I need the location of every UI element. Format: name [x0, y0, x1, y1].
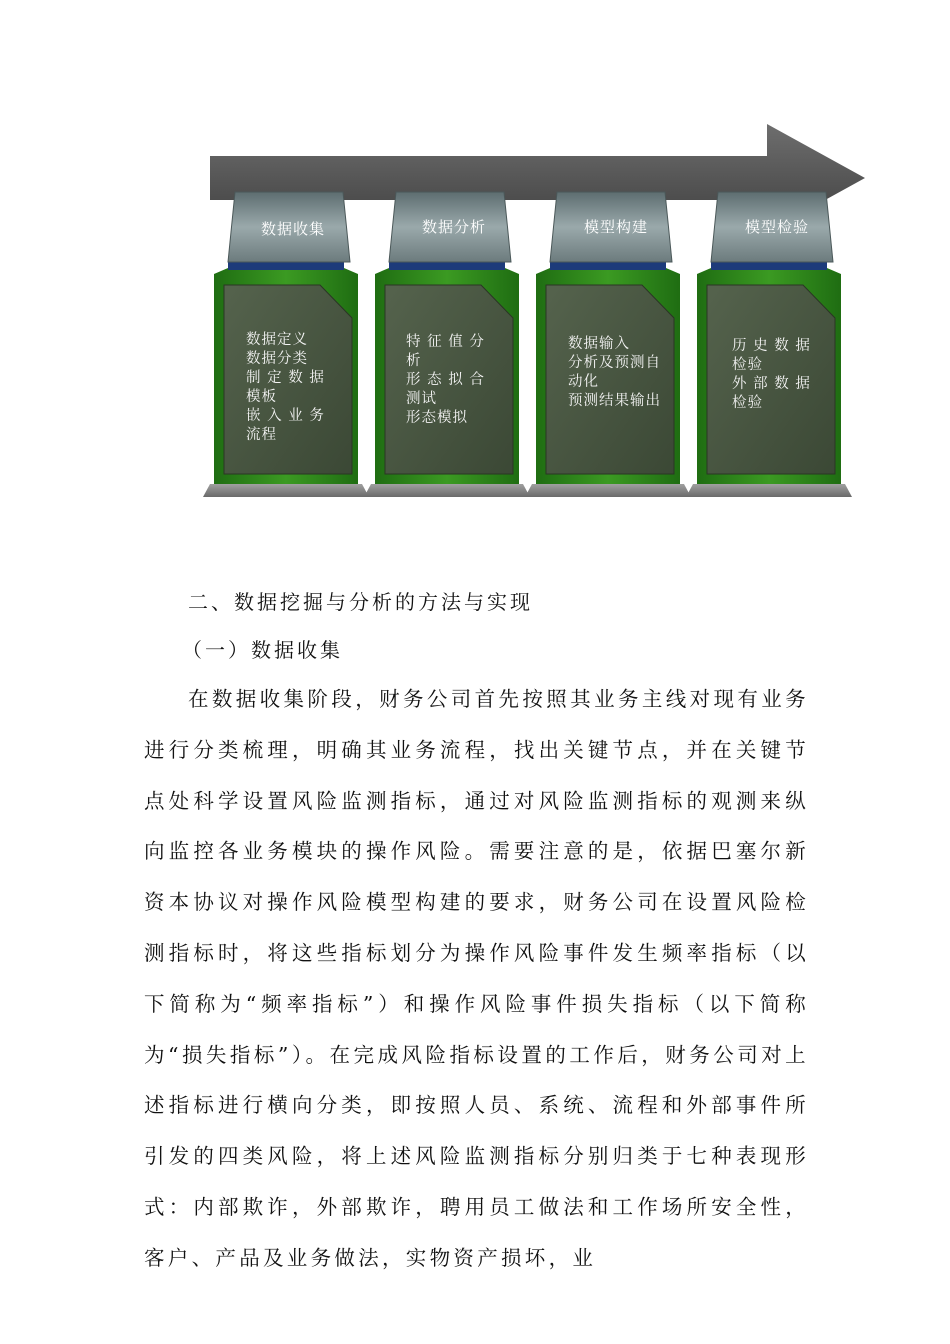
stage-3-title: 模型构建: [584, 218, 649, 236]
stage-4-base: [686, 484, 852, 497]
stage-1-item: 嵌 入 业 务: [246, 408, 325, 424]
stage-2-base: [364, 484, 530, 497]
stage-1-item: 模板: [246, 389, 277, 405]
stage-4: [686, 192, 852, 497]
subsection-heading: （一）数据收集: [182, 638, 343, 662]
stage-3: [525, 192, 691, 497]
stage-1-base: [203, 484, 369, 497]
stage-2-item: 形态模拟: [406, 410, 468, 426]
stage-1-item: 流程: [246, 427, 277, 443]
stage-4-item: 检验: [732, 357, 763, 373]
stage-2-item: 析: [406, 353, 422, 369]
stage-1-title: 数据收集: [261, 220, 326, 238]
stage-4-item: 检验: [732, 395, 763, 411]
stage-2-item: 形 态 拟 合: [406, 372, 485, 388]
stage-4-title: 模型检验: [745, 218, 810, 236]
stage-1-item: 数据分类: [246, 351, 308, 367]
stage-3-base: [525, 484, 691, 497]
stage-4-item: 历 史 数 据: [732, 338, 811, 354]
stage-1: [203, 192, 369, 497]
stage-4-item: 外 部 数 据: [732, 376, 811, 392]
stage-1-item: 数据定义: [246, 332, 308, 348]
stage-3-item: 动化: [568, 374, 599, 390]
stage-3-item: 分析及预测自: [568, 355, 661, 371]
stage-3-inner: [546, 285, 674, 474]
stage-3-item: 数据输入: [568, 336, 630, 352]
stage-3-item: 预测结果输出: [568, 393, 661, 409]
stage-2-item: 测试: [406, 391, 437, 407]
stage-1-item: 制 定 数 据: [246, 370, 325, 386]
stage-2-item: 特 征 值 分: [406, 334, 485, 350]
process-diagram: [0, 0, 950, 520]
body-paragraph: 在数据收集阶段，财务公司首先按照其业务主线对现有业务进行分类梳理，明确其业务流程，找出关键节点，并在关键节点处科学设置风险监测指标，通过对风险监测指标的观测来纵向监控各业务模块的操作风险。需要注意的是，依据巴塞尔新资本协议对操作风险模型构建的要求，财务公司在设置风险检测指标时，将这些指标划分为操作风险事件发生频率指标（以下简称为“频率指标”）和操作风险事件损失指标（以下简称为“损失指标”）。在完成风险指标设置的工作后，财务公司对上述指标进行横向分类，即按照人员、系统、流程和外部事件所引发的四类风险，将上述风险监测指标分别归类于七种表现形式：内部欺诈，外部欺诈，聘用员工做法和工作场所安全性，客户、产品及业务做法，实物资产损坏，业: [144, 687, 809, 1270]
stage-2-title: 数据分析: [422, 218, 487, 236]
stage-2: [364, 192, 530, 497]
section-heading: 二、数据挖掘与分析的方法与实现: [188, 590, 533, 614]
